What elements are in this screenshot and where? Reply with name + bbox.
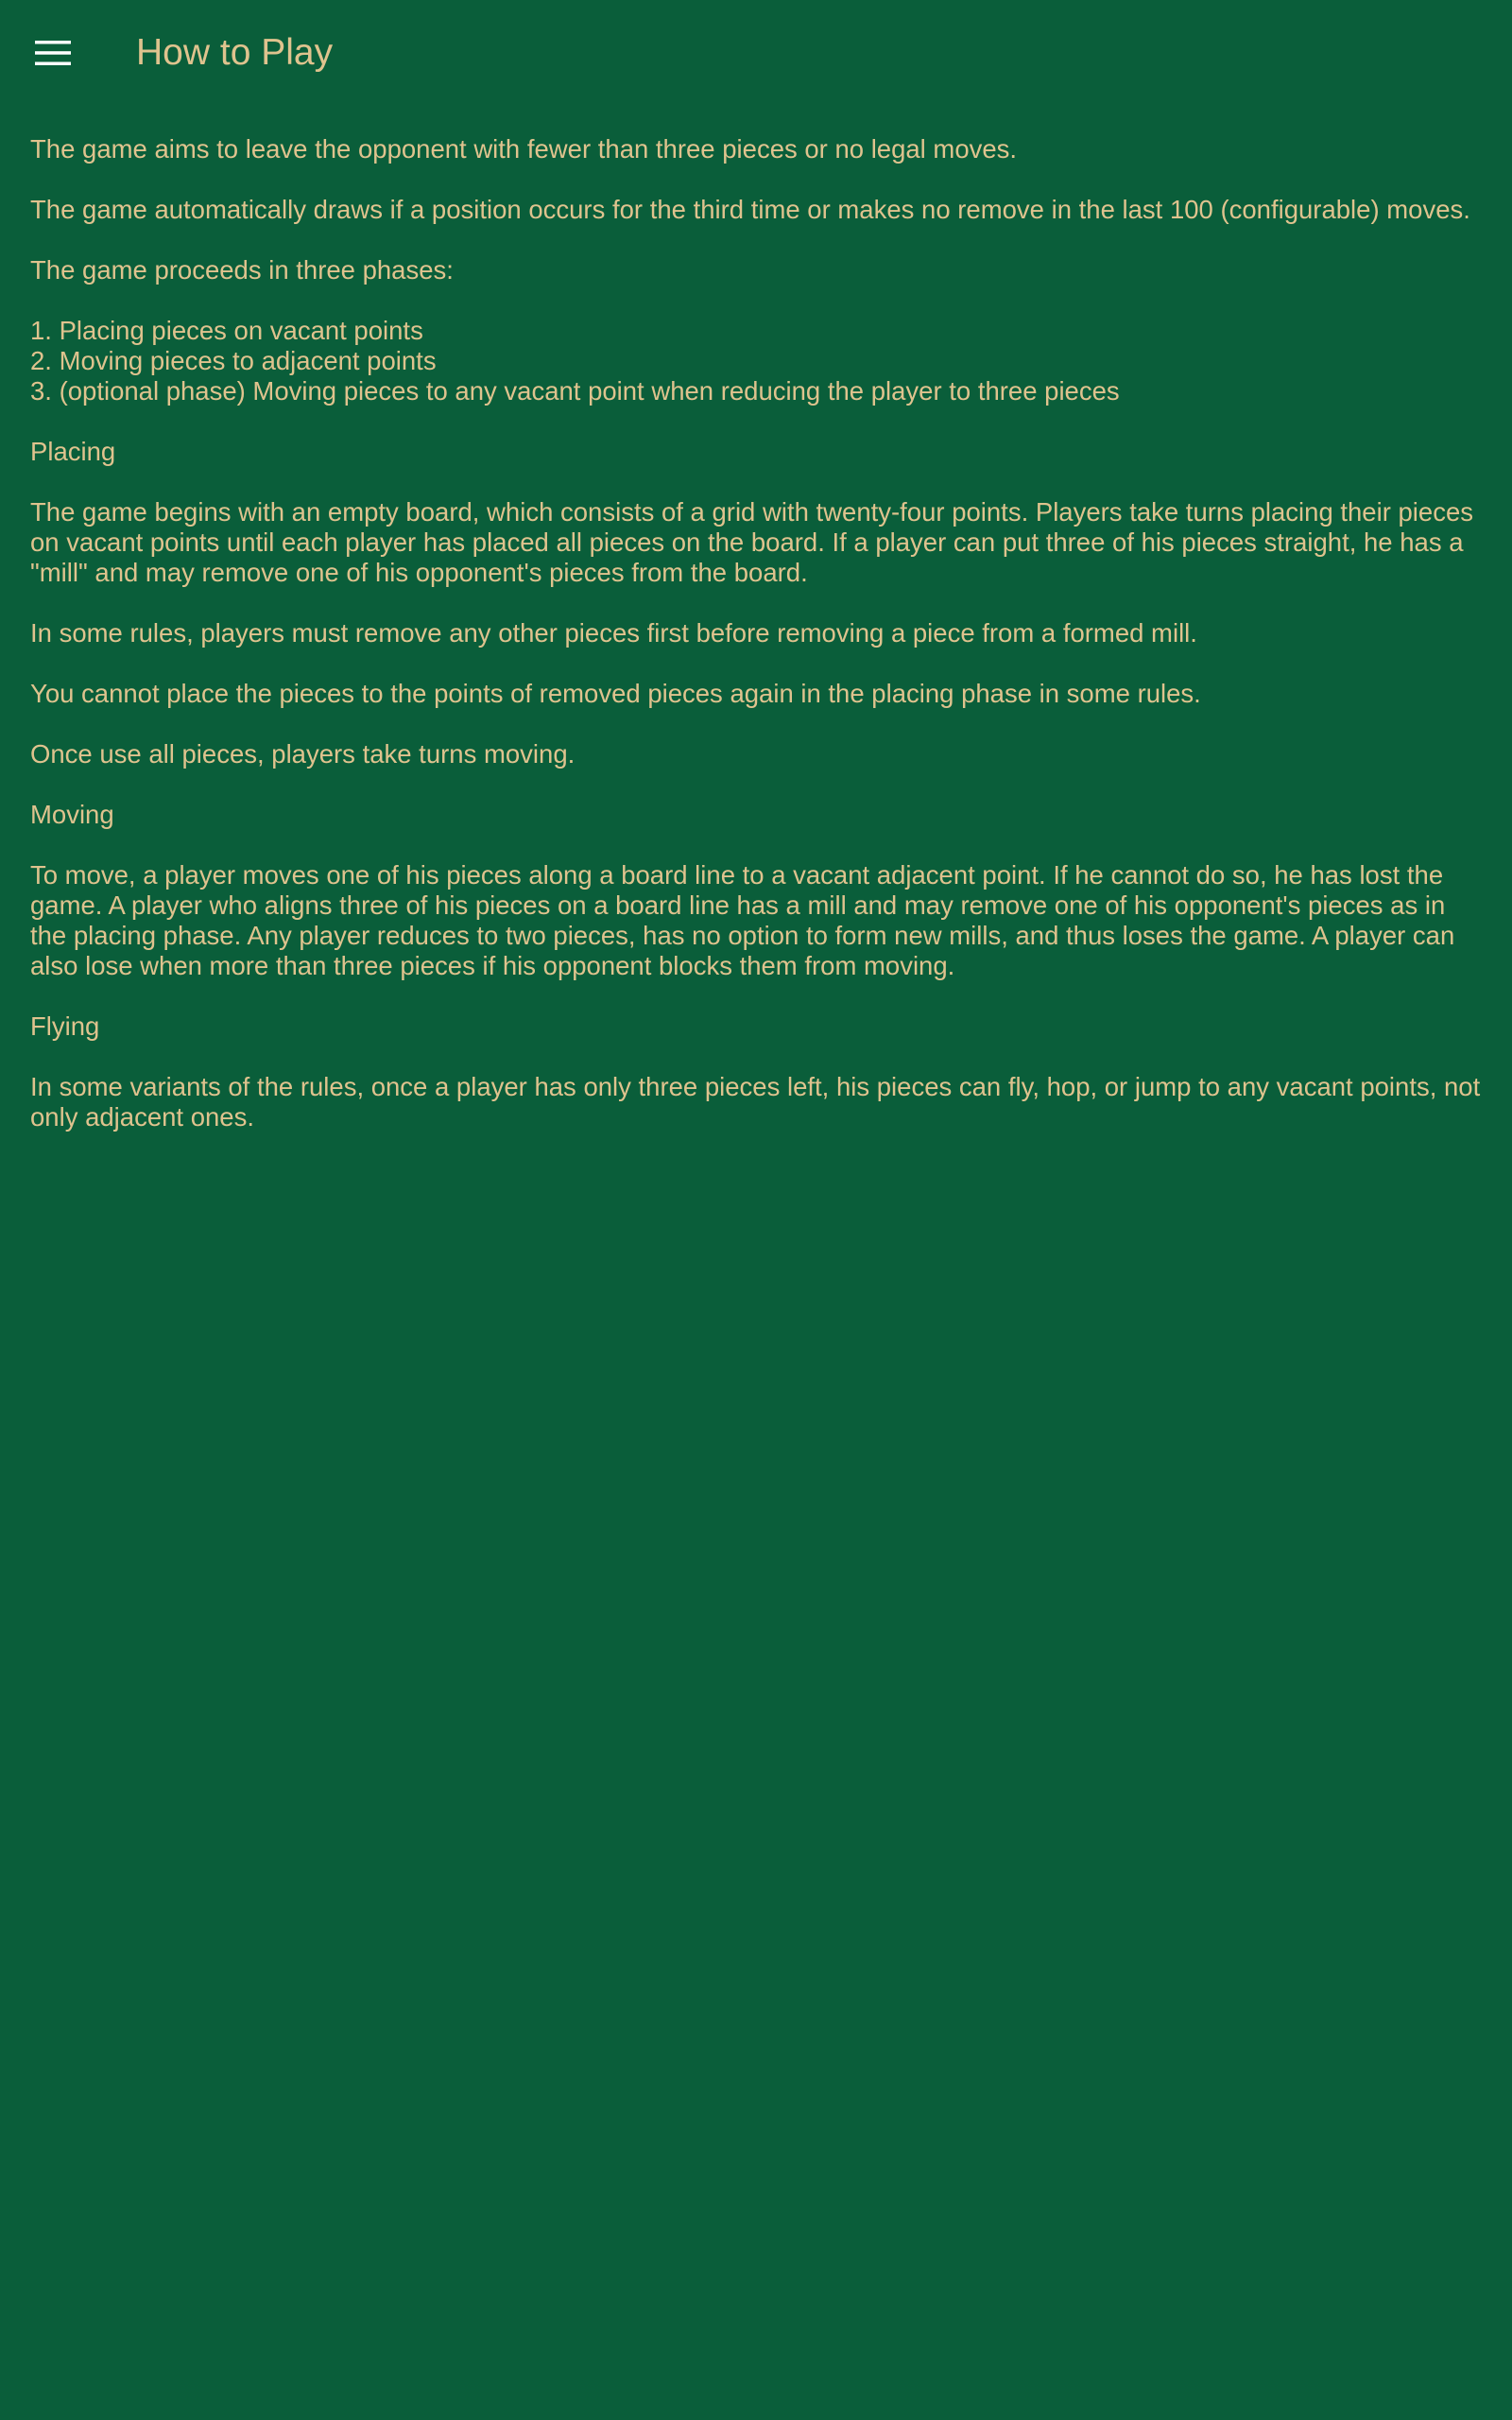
game-aim-text: The game aims to leave the opponent with fewer than three pieces or no legal moves. (30, 134, 1018, 164)
app-bar (0, 0, 1512, 106)
moving-heading: Moving (30, 800, 114, 829)
flying-description: In some variants of the rules, once a player has only three pieces left, his pieces can fly, hop, or jump to any vacant points, not only adjacent ones. (30, 1072, 1481, 1132)
removed-points-rule: You cannot place the pieces to the points of removed pieces again in the placing phase in some rules. (30, 679, 1201, 708)
moving-description: To move, a player moves one of his pieces along a board line to a vacant adjacent point. If he cannot do so, he has lost the game. A player who aligns three of his pieces on a board line has a mill and may remove one of his opponent's pieces as in the placing phase. Any player reduces to two pieces, has no option to form new mills, and thus loses the game. A player can also lose when more than three pieces if his opponent blocks them from moving. (30, 860, 1455, 980)
phase-item-placing: 1. Placing pieces on vacant points (30, 316, 423, 345)
placing-description: The game begins with an empty board, which consists of a grid with twenty-four points. Players take turns placing their pieces on vacant points until each player has placed all pieces on the board. If a player can put three of his pieces straight, he has a "mill" and may remove one of his opponent's pieces from the board. (30, 497, 1474, 587)
how-to-play-content (30, 134, 1486, 1163)
placing-heading: Placing (30, 437, 116, 466)
hamburger-menu-icon (35, 40, 71, 66)
draw-rule-text: The game automatically draws if a position occurs for the third time or makes no remove in the last 100 (configurable) moves. (30, 195, 1470, 224)
flying-heading: Flying (30, 1011, 100, 1041)
phase-item-moving: 2. Moving pieces to adjacent points (30, 346, 437, 375)
placing-end-text: Once use all pieces, players take turns moving. (30, 739, 576, 769)
menu-button[interactable] (23, 23, 83, 83)
phase-item-flying: 3. (optional phase) Moving pieces to any vacant point when reducing the player to three pieces (30, 376, 1120, 406)
phase-list (30, 316, 1486, 406)
mill-removal-rule: In some rules, players must remove any other pieces first before removing a piece from a formed mill. (30, 618, 1197, 648)
page-title: How to Play (136, 32, 334, 73)
phases-intro-text: The game proceeds in three phases: (30, 255, 454, 285)
